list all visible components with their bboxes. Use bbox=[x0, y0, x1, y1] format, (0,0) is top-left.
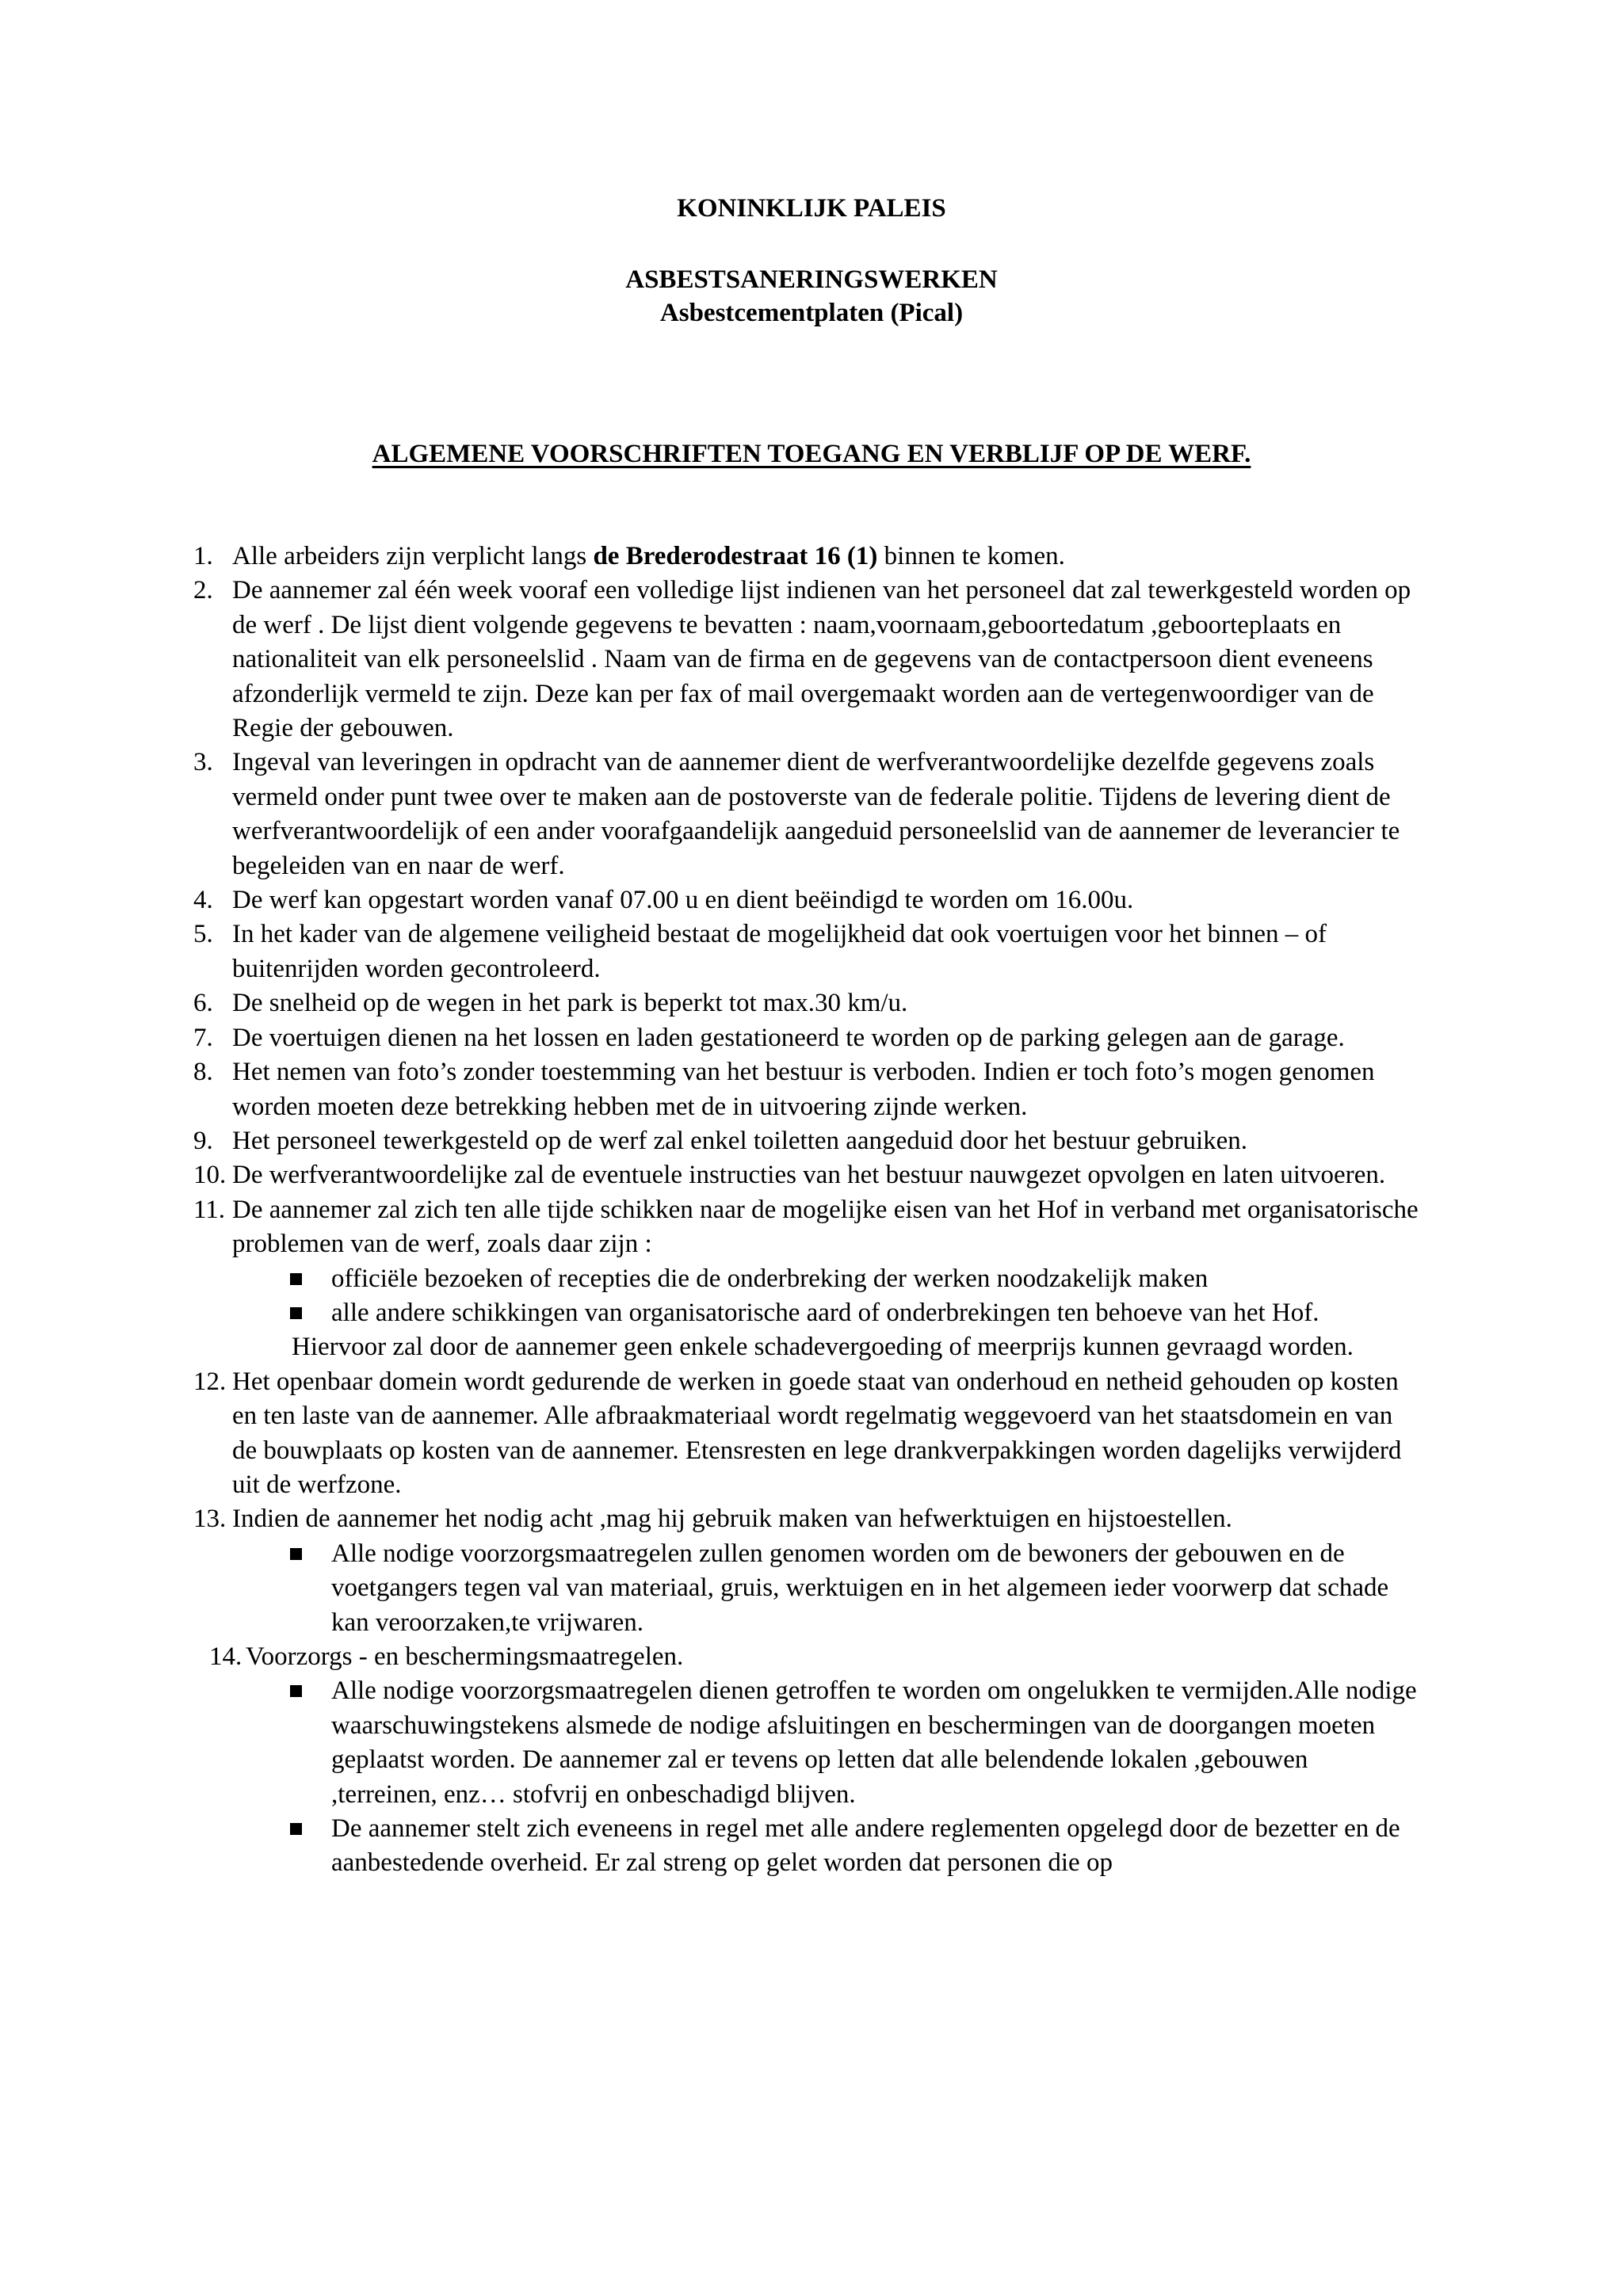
item-number: 1. bbox=[193, 542, 213, 570]
item-number: 5. bbox=[193, 920, 213, 949]
item-text-post: binnen te komen. bbox=[877, 542, 1065, 570]
bullet-item bbox=[0, 1812, 1417, 1881]
item-number: 7. bbox=[193, 1023, 213, 1052]
item-text: De snelheid op de wegen in het park is beperkt tot max.30 km/u. bbox=[232, 989, 908, 1018]
item-number: 12. bbox=[193, 1367, 227, 1396]
list-item-10 bbox=[0, 1158, 1421, 1192]
square-bullet-icon bbox=[290, 1548, 302, 1560]
list-item-13 bbox=[0, 1502, 1421, 1536]
item-text: In het kader van de algemene veiligheid bestaat de mogelijkheid dat ook voertuigen voor het binnen – of buitenrijden worden gecontroleerd. bbox=[232, 920, 1327, 983]
bullet-text: Alle nodige voorzorgsmaatregelen zullen genomen worden om de bewoners der gebouwen en de voetgangers tegen val van materiaal, gruis, werktuigen en in het algemeen ieder voorwerp dat schade kan veroorzaken,te vrijwaren. bbox=[331, 1539, 1389, 1637]
bullet-text: De aannemer stelt zich eveneens in regel met alle andere reglementen opgelegd door de bezetter en de aanbestedende overheid. Er zal streng op gelet worden dat personen die op bbox=[331, 1814, 1400, 1878]
item-number: 13. bbox=[193, 1505, 227, 1534]
item-text: Het nemen van foto’s zonder toestemming van het bestuur is verboden. Indien er toch foto’s mogen genomen worden moeten deze betrekking hebben met de in uitvoering zijnde werken. bbox=[232, 1058, 1375, 1121]
list-item-2 bbox=[0, 574, 1421, 746]
header-subtitle: Asbestcementplaten (Pical) bbox=[659, 299, 964, 327]
list-item-8 bbox=[0, 1055, 1421, 1124]
list-item-7 bbox=[0, 1021, 1421, 1055]
bullet-text: alle andere schikkingen van organisatorische aard of onderbrekingen ten behoeve van het Hof. bbox=[331, 1298, 1319, 1327]
item-text: De werf kan opgestart worden vanaf 07.00 u en dient beëindigd te worden om 16.00u. bbox=[232, 886, 1134, 915]
item-number: 14. bbox=[209, 1642, 242, 1671]
item-number: 2. bbox=[193, 576, 213, 605]
list-item-14 bbox=[0, 1640, 1434, 1674]
square-bullet-icon bbox=[290, 1307, 302, 1319]
item-number: 4. bbox=[193, 886, 213, 915]
item-address: de Brederodestraat 16 (1) bbox=[593, 542, 878, 570]
square-bullet-icon bbox=[290, 1685, 302, 1697]
item-text: De aannemer zal zich ten alle tijde schikken naar de mogelijke eisen van het Hof in verband met organisatorische problemen van de werf, zoals daar zijn : bbox=[232, 1195, 1419, 1259]
list-item-5 bbox=[0, 917, 1421, 986]
item-number: 6. bbox=[193, 989, 213, 1018]
bullet-text: Alle nodige voorzorgsmaatregelen dienen getroffen te worden om ongelukken te vermijden.Alle nodige waarschuwingstekens alsmede de nodige afsluitingen en beschermingen van de doorgangen moeten geplaatst worden. De aannemer zal er tevens op letten dat alle belendende lokalen ,gebouwen ,terreinen, enz… stofvrij en onbeschadigd blijven. bbox=[331, 1676, 1417, 1809]
item-text: Voorzorgs - en beschermingsmaatregelen. bbox=[246, 1642, 684, 1671]
header-works: ASBESTSANERINGSWERKEN bbox=[625, 265, 998, 294]
item-number: 9. bbox=[193, 1126, 213, 1155]
section-title: ALGEMENE VOORSCHRIFTEN TOEGANG EN VERBLIJF OP DE WERF. bbox=[372, 440, 1251, 468]
item-number: 10. bbox=[193, 1161, 227, 1190]
regulations-list bbox=[0, 540, 1623, 1881]
bullet-item bbox=[0, 1674, 1417, 1812]
square-bullet-icon bbox=[290, 1273, 302, 1285]
item-text: Ingeval van leveringen in opdracht van de aannemer dient de werfverantwoordelijke dezelfde gegevens zoals vermeld onder punt twee over te maken aan de postoverste van de federale politie. Tijdens de levering dient de werfverantwoordelijk of een ander voorafgaandelijk aangeduid personeelslid van de aannemer de leverancier te begeleiden van en naar de werf. bbox=[232, 748, 1400, 880]
bullet-item bbox=[0, 1262, 1417, 1296]
item-text: Het openbaar domein wordt gedurende de werken in goede staat van onderhoud en netheid gehouden op kosten en ten laste van de aannemer. Alle afbraakmateriaal wordt regelmatig weggevoerd van het staatsdomein en van de bouwplaats op kosten van de aannemer. Etensresten en lege drankverpakkingen worden dagelijks verwijderd uit de werfzone. bbox=[232, 1367, 1402, 1499]
list-item-3 bbox=[0, 746, 1421, 883]
list-item-6 bbox=[0, 986, 1421, 1020]
item-text: De voertuigen dienen na het lossen en laden gestationeerd te worden op de parking gelegen aan de garage. bbox=[232, 1023, 1345, 1052]
item-text: De werfverantwoordelijke zal de eventuele instructies van het bestuur nauwgezet opvolgen en laten uitvoeren. bbox=[232, 1161, 1386, 1190]
header-palace: KONINKLIJK PALEIS bbox=[677, 194, 946, 223]
list-item-1 bbox=[0, 540, 1421, 574]
list-item-12 bbox=[0, 1365, 1421, 1503]
list-item-4 bbox=[0, 883, 1421, 917]
item-number: 11. bbox=[193, 1195, 226, 1224]
list-item-9 bbox=[0, 1124, 1421, 1158]
list-item-11 bbox=[0, 1193, 1421, 1262]
item-text: De aannemer zal één week vooraf een volledige lijst indienen van het personeel dat zal tewerkgesteld worden op de werf . De lijst dient volgende gegevens te bevatten : naam,voornaam,geboortedatum ,geboorteplaats en nationaliteit van elk personeelslid . Naam van de firma en de gegevens van de contactpersoon dient eveneens afzonderlijk vermeld te zijn. Deze kan per fax of mail overgemaakt worden aan de vertegenwoordiger van de Regie der gebouwen. bbox=[232, 576, 1411, 743]
bullet-item bbox=[0, 1537, 1417, 1640]
square-bullet-icon bbox=[290, 1823, 302, 1835]
item-text: Indien de aannemer het nodig acht ,mag hij gebruik maken van hefwerktuigen en hijstoestellen. bbox=[232, 1505, 1232, 1534]
bullet-item bbox=[0, 1296, 1417, 1330]
item-text: Het personeel tewerkgesteld op de werf zal enkel toiletten aangeduid door het bestuur gebruiken. bbox=[232, 1126, 1248, 1155]
bullet-text: officiële bezoeken of recepties die de onderbreking der werken noodzakelijk maken bbox=[331, 1264, 1209, 1293]
item-number: 3. bbox=[193, 748, 213, 777]
item-number: 8. bbox=[193, 1058, 213, 1087]
item-note: Hiervoor zal door de aannemer geen enkele schadevergoeding of meerprijs kunnen gevraagd worden. bbox=[292, 1333, 1354, 1362]
item-text-pre: Alle arbeiders zijn verplicht langs bbox=[232, 542, 594, 570]
